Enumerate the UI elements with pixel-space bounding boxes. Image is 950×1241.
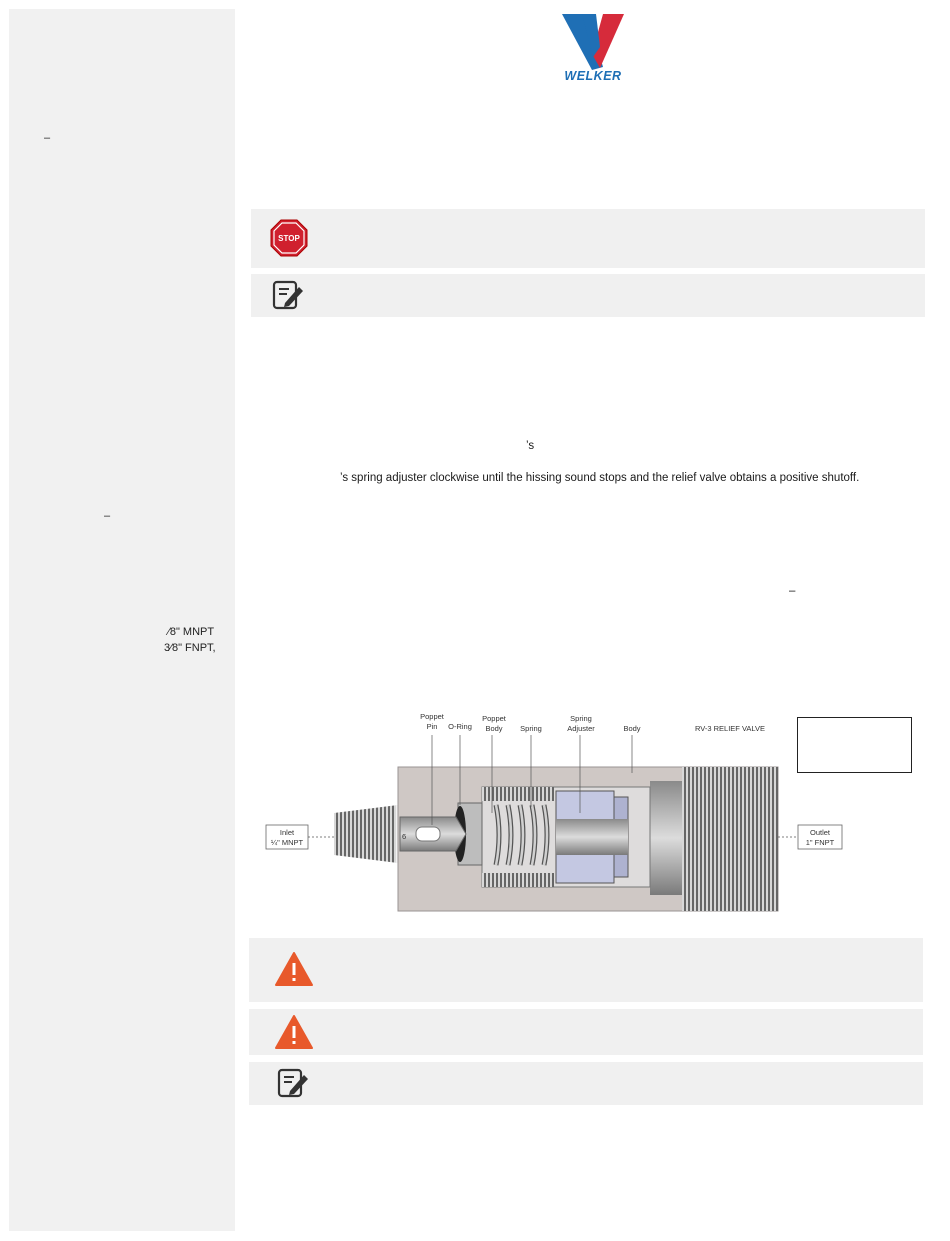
svg-text:Poppet: Poppet [482, 714, 506, 723]
logo-wordmark: WELKER [564, 69, 622, 83]
svg-text:Poppet: Poppet [420, 712, 444, 721]
svg-text:Adjuster: Adjuster [567, 724, 595, 733]
possessive-fragment: ’s [526, 440, 535, 452]
warning-icon [274, 951, 314, 987]
svg-text:Pin: Pin [426, 722, 438, 731]
svg-text:1" FNPT: 1" FNPT [805, 838, 835, 847]
svg-text:RV-3 RELIEF VALVE: RV-3 RELIEF VALVE [695, 724, 766, 733]
sidebar-fraction-mnpt: ⁄8" MNPT [168, 626, 215, 638]
svg-text:Body: Body [623, 724, 641, 733]
svg-text:6: 6 [402, 832, 407, 841]
instruction-step: ’s spring adjuster clockwise until the hissing sound stops and the relief valve obtains a positive shutoff. [340, 472, 860, 484]
svg-text:Body: Body [485, 724, 503, 733]
sidebar [9, 9, 235, 1231]
svg-text:Spring: Spring [570, 714, 592, 723]
dash-fragment: – [789, 585, 796, 597]
warning-notice-box [249, 938, 923, 1002]
svg-text:Outlet: Outlet [809, 828, 831, 837]
note-icon [276, 1067, 310, 1099]
svg-text:Spring: Spring [520, 724, 542, 733]
svg-text:¼" MNPT: ¼" MNPT [270, 838, 304, 847]
warning-icon [274, 1014, 314, 1050]
svg-text:Inlet: Inlet [279, 828, 295, 837]
stop-sign-icon [270, 219, 308, 257]
sidebar-dash: – [104, 510, 111, 522]
note-notice-box [249, 1062, 923, 1105]
sidebar-dash: – [44, 132, 51, 144]
sidebar-fraction-fnpt: 3⁄8" FNPT, [164, 642, 216, 654]
svg-text:O-Ring: O-Ring [448, 722, 472, 731]
note-icon [271, 279, 305, 311]
relief-valve-diagram [260, 705, 920, 920]
note-notice-box [251, 274, 925, 317]
svg-text:STOP: STOP [278, 234, 300, 243]
warning-notice-box [249, 1009, 923, 1055]
stop-notice-box [251, 209, 925, 268]
